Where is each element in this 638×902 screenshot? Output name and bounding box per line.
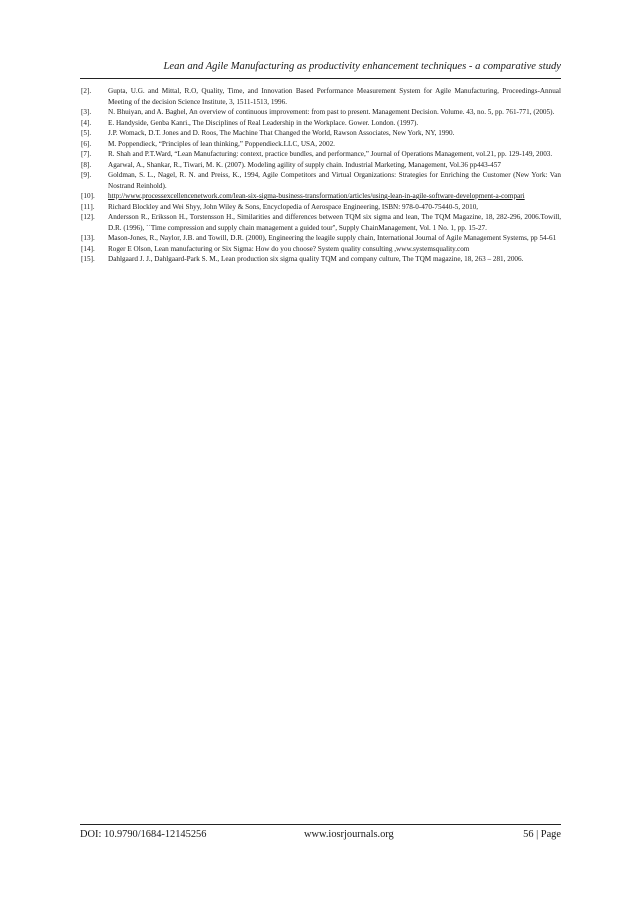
reference-item — [81, 118, 561, 129]
reference-item — [81, 86, 561, 107]
reference-text: E. Handyside, Genba Kanri., The Disciplines of Real Leadership in the Workplace. Gower. London. (1997). — [108, 118, 419, 127]
reference-item — [81, 191, 561, 202]
reference-text: Richard Blockley and Wei Shyy, John Wiley & Sons, Encyclopedia of Aerospace Engineering, ISBN: 978-0-470-75440-5, 2010, — [108, 202, 479, 211]
reference-number: [2]. — [81, 87, 92, 95]
reference-number: [4]. — [81, 118, 92, 127]
reference-text: N. Bhuiyan, and A. Baghel, An overview of continuous improvement: from past to present. Management Decision. Volume. 43, no. 5, pp. 761-771, (2005). — [108, 108, 555, 116]
reference-text: Gupta, U.G. and Mittal, R.O, Quality, Time, and Innovation Based Performance Measurement System for Agile Manufacturing, Proceedings-Annual Meeting of the decision Science Institute, 3, 1511-1513, 1996. — [108, 87, 561, 106]
reference-number: [5]. — [81, 129, 92, 137]
reference-item — [81, 170, 561, 191]
reference-item — [81, 202, 561, 213]
footer-rule — [80, 824, 561, 825]
reference-number: [15]. — [81, 255, 95, 263]
reference-item — [81, 128, 561, 139]
reference-number: [9]. — [81, 171, 92, 179]
reference-text: Andersson R., Eriksson H., Torstensson H., Similarities and differences between TQM six sigma and lean, The TQM Magazine, 18, 282-296, 2006.Towill, D.R. (1996), ``Time compression and supply chain management a guided tour'', Supply ChainManagement, Vol. 1 No. 1, pp. 15-27. — [108, 213, 561, 232]
running-header-title: Lean and Agile Manufacturing as productivity enhancement techniques - a comparative study — [163, 61, 561, 72]
reference-text: M. Poppendieck, “Principles of lean thinking,” Poppendieck.LLC, USA, 2002. — [108, 139, 335, 148]
reference-list — [81, 86, 561, 265]
reference-item — [81, 212, 561, 233]
reference-number: [7]. — [81, 150, 92, 158]
reference-number: [6]. — [81, 139, 92, 148]
reference-number: [8]. — [81, 160, 92, 169]
reference-number: [13]. — [81, 234, 95, 242]
footer-doi: DOI: 10.9790/1684-12145256 — [80, 829, 207, 840]
reference-number: [11]. — [81, 202, 95, 211]
reference-item — [81, 254, 561, 265]
reference-item — [81, 149, 561, 160]
reference-number: [14]. — [81, 244, 95, 253]
reference-number: [10]. — [81, 192, 95, 200]
reference-item — [81, 139, 561, 150]
header-rule — [80, 78, 561, 79]
reference-text: J.P. Womack, D.T. Jones and D. Roos, The Machine That Changed the World, Rawson Associates, New York, NY, 1990. — [108, 129, 455, 137]
reference-item — [81, 233, 561, 244]
reference-item — [81, 160, 561, 171]
footer-page-number: 56 | Page — [523, 829, 561, 840]
reference-item — [81, 244, 561, 255]
reference-item — [81, 107, 561, 118]
reference-text: Agarwal, A., Shankar, R., Tiwari, M. K. (2007). Modeling agility of supply chain. Industrial Marketing, Management, Vol.36 pp443-457 — [108, 160, 501, 169]
footer-website[interactable]: www.iosrjournals.org — [304, 829, 394, 840]
reference-text: R. Shah and P.T.Ward, “Lean Manufacturing: context, practice bundles, and performance,” Journal of Operations Management, vol.21, pp. 129-149, 2003. — [108, 150, 553, 158]
reference-link[interactable]: http://www.processexcellencenetwork.com/lean-six-sigma-business-transformation/articles/using-lean-in-agile-software-development-a-compari — [108, 192, 525, 200]
reference-number: [3]. — [81, 108, 92, 116]
reference-text: Goldman, S. L., Nagel, R. N. and Preiss, K., 1994, Agile Competitors and Virtual Organizations: Strategies for Enriching the Customer (New York: Van Nostrand Reinhold). — [108, 171, 561, 190]
reference-text: Dahlgaard J. J., Dahlgaard-Park S. M., Lean production six sigma quality TQM and company culture, The TQM magazine, 18, 263 – 281, 2006. — [108, 255, 524, 263]
reference-text: Mason-Jones, R., Naylor, J.B. and Towill, D.R. (2000), Engineering the leagile supply chain, International Journal of Agile Management Systems, pp 54-61 — [108, 234, 557, 242]
reference-number: [12]. — [81, 213, 95, 221]
reference-text: Roger E Olson, Lean manufacturing or Six Sigma: How do you choose? System quality consulting ,www.systemsquality.com — [108, 244, 470, 253]
